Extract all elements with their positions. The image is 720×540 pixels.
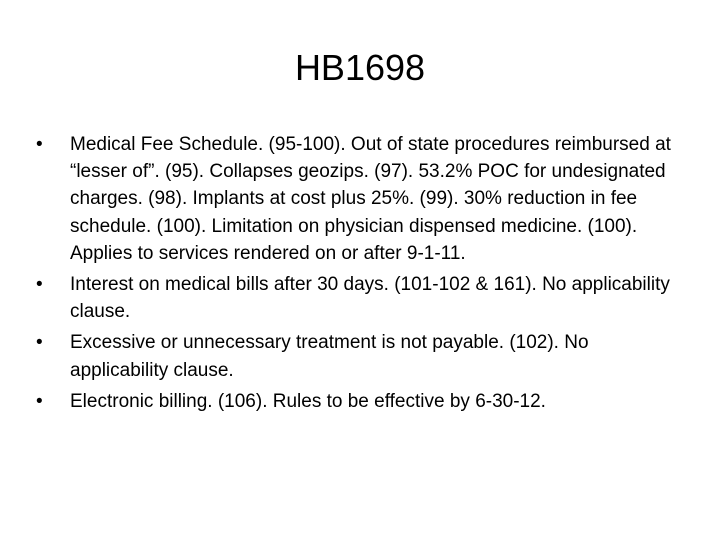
bullet-dot-icon: • [36,274,43,296]
bullet-item-electronic-billing [36,388,686,415]
slide-title: HB1698 [294,47,426,88]
bullet-item-fee-schedule [36,131,686,267]
bullet-dot-icon: • [36,390,43,412]
bullet-dot-icon: • [36,332,43,354]
bullet-item-excessive-treatment [36,329,686,383]
bullet-text: Electronic billing. (106). Rules to be effective by 6-30-12. [70,390,546,412]
bullet-list [36,131,686,419]
bullet-text: Interest on medical bills after 30 days. (101-102 & 161). No applicability clause. [70,274,670,323]
bullet-dot-icon: • [36,134,43,155]
bullet-text: Excessive or unnecessary treatment is not payable. (102). No applicability clause. [70,332,589,381]
bullet-text: Medical Fee Schedule. (95-100). Out of state procedures reimbursed at “lesser of”. (95). Collapses geozips. (97). 53.2% POC for undesignated charges. (98). Implants at cost plus 25%. (99). 30% reduction in fee schedule. (100). Limitation on physician dispensed medicine. (100). Applies to services rendered on or after 9-1-11. [70,134,671,264]
bullet-item-interest [36,271,686,325]
